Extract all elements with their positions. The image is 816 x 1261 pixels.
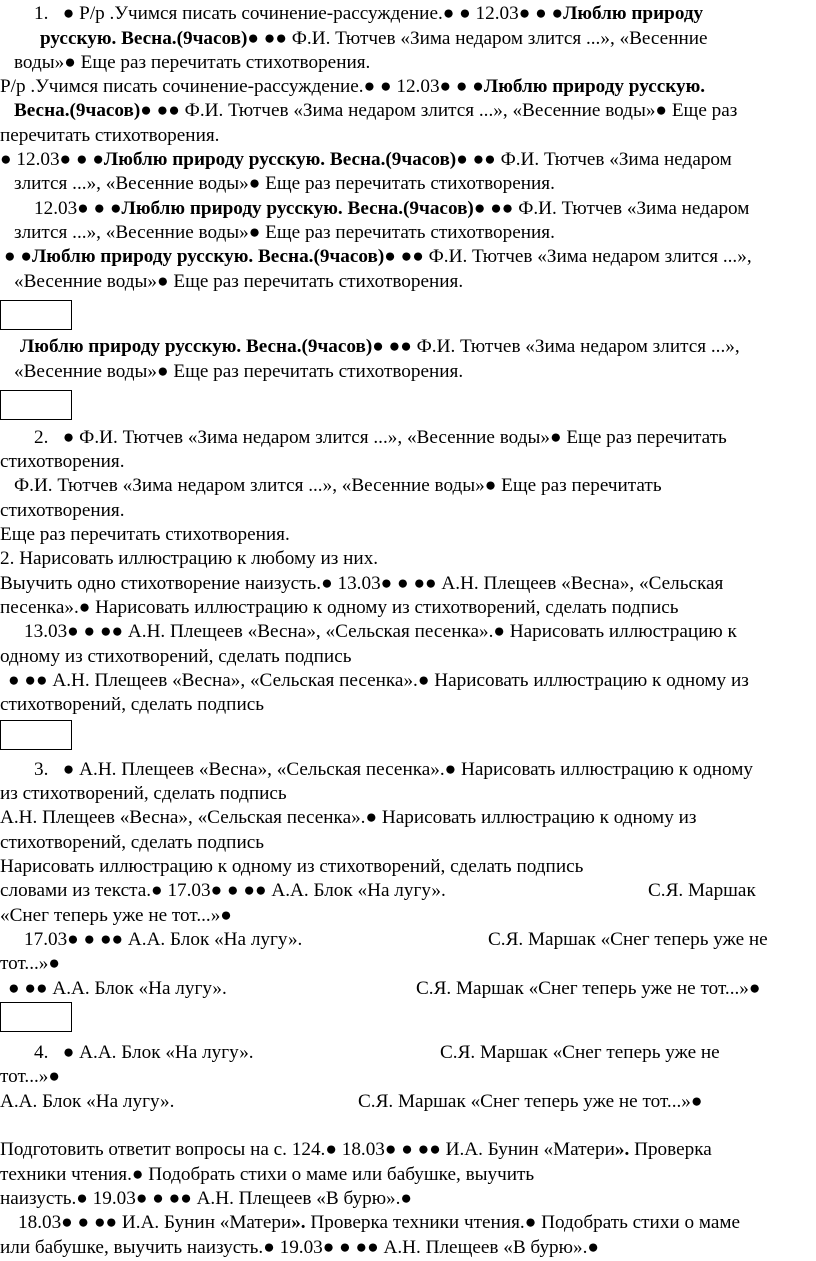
text: ● Р/р .Учимся писать сочинение-рассуждение.● ● 12.03● ● ● xyxy=(62,3,564,24)
line-04 xyxy=(0,75,705,99)
line-29: А.Н. Плещеев «Весна», «Сельская песенка».● Нарисовать иллюстрацию к одному из xyxy=(0,807,697,828)
line-27 xyxy=(34,758,753,782)
line-13 xyxy=(20,335,740,359)
line-40 xyxy=(0,1138,712,1162)
list-number: 4. xyxy=(34,1042,49,1063)
line-22: песенка».● Нарисовать иллюстрацию к одному из стихотворений, сделать подпись xyxy=(0,597,679,618)
text: ● А.Н. Плещеев «Весна», «Сельская песенка».● Нарисовать иллюстрацию к одному xyxy=(62,759,753,780)
text: ● ●● Ф.И. Тютчев «Зима недаром xyxy=(456,149,732,170)
bold-text: Люблю природу русскую. xyxy=(483,76,706,97)
empty-box xyxy=(0,720,72,750)
line-39-right: С.Я. Маршак «Снег теперь уже не тот...»● xyxy=(358,1091,703,1112)
line-21: Выучить одно стихотворение наизусть.● 13.03● ● ●● А.Н. Плещеев «Весна», «Сельская xyxy=(0,573,724,594)
line-36-right: С.Я. Маршак «Снег теперь уже не тот...»● xyxy=(416,978,761,999)
line-31: Нарисовать иллюстрацию к одному из стихотворений, сделать подпись xyxy=(0,856,584,877)
bold-text: Люблю природу русскую. Весна.(9часов) xyxy=(103,149,457,170)
line-18: стихотворения. xyxy=(0,500,125,521)
text: 12.03● ● ● xyxy=(34,198,122,219)
line-39: А.А. Блок «На лугу». xyxy=(0,1091,175,1112)
text: ● 12.03● ● ● xyxy=(0,149,104,170)
text: ● Ф.И. Тютчев «Зима недаром злится ...», «Весенние воды»● Еще раз перечитать xyxy=(62,427,727,448)
text: словами из текста.● 17.03● ● ●● А.А. Блок «На лугу». xyxy=(0,880,446,901)
bold-text: Люблю природу xyxy=(563,3,704,24)
line-37-right: С.Я. Маршак «Снег теперь уже не xyxy=(440,1042,720,1063)
text: ● ●● Ф.И. Тютчев «Зима недаром злится ...», «Весенние xyxy=(247,28,708,49)
line-26: стихотворений, сделать подпись xyxy=(0,694,264,715)
line-24: одному из стихотворений, сделать подпись xyxy=(0,646,352,667)
line-02 xyxy=(40,27,708,51)
text: ● А.А. Блок «На лугу». xyxy=(62,1042,254,1063)
line-10: злится ...», «Весенние воды»● Еще раз перечитать стихотворения. xyxy=(14,222,555,243)
line-12: «Весенние воды»● Еще раз перечитать стихотворения. xyxy=(14,271,464,292)
line-28: из стихотворений, сделать подпись xyxy=(0,783,287,804)
bold-text: Люблю природу русскую. Весна.(9часов) xyxy=(121,198,474,219)
line-17: Ф.И. Тютчев «Зима недаром злится ...», «Весенние воды»● Еще раз перечитать xyxy=(14,475,662,496)
bold-text: русскую. Весна.(9часов) xyxy=(40,28,248,49)
line-23: 13.03● ● ●● А.Н. Плещеев «Весна», «Сельская песенка».● Нарисовать иллюстрацию к xyxy=(24,621,737,642)
bold-text: ». xyxy=(291,1212,306,1233)
empty-box xyxy=(0,390,72,420)
line-43 xyxy=(18,1211,740,1235)
text: ● ●● Ф.И. Тютчев «Зима недаром злится ...», xyxy=(384,246,752,267)
line-07 xyxy=(0,148,732,172)
line-03: воды»● Еще раз перечитать стихотворения. xyxy=(14,52,371,73)
line-06: перечитать стихотворения. xyxy=(0,125,220,146)
line-41: техники чтения.● Подобрать стихи о маме или бабушке, выучить xyxy=(0,1164,535,1185)
line-15 xyxy=(34,426,727,450)
line-25: ● ●● А.Н. Плещеев «Весна», «Сельская песенка».● Нарисовать иллюстрацию к одному из xyxy=(8,670,749,691)
line-36: ● ●● А.А. Блок «На лугу». xyxy=(8,978,227,999)
bold-text: ». xyxy=(614,1139,630,1160)
line-33: «Снег теперь уже не тот...»● xyxy=(0,905,232,926)
empty-box xyxy=(0,300,72,330)
text: ● ●● Ф.И. Тютчев «Зима недаром xyxy=(473,198,750,219)
line-37 xyxy=(34,1041,254,1065)
line-35: тот...»● xyxy=(0,953,60,974)
text: ● ●● Ф.И. Тютчев «Зима недаром злится ...», xyxy=(372,336,740,357)
line-19: Еще раз перечитать стихотворения. xyxy=(0,524,290,545)
line-14: «Весенние воды»● Еще раз перечитать стихотворения. xyxy=(14,361,464,382)
line-34-right: С.Я. Маршак «Снег теперь уже не xyxy=(488,929,768,950)
list-number: 3. xyxy=(34,759,49,780)
line-44: или бабушке, выучить наизусть.● 19.03● ● ●● А.Н. Плещеев «В бурю».● xyxy=(0,1237,599,1258)
list-number: 1. xyxy=(34,3,49,24)
text: Р/р .Учимся писать сочинение-рассуждение.● ● 12.03● ● ● xyxy=(0,76,484,97)
text: Подготовить ответит вопросы на с. 124.● 18.03● ● ●● И.А. Бунин «Матери xyxy=(0,1139,615,1160)
text: 18.03● ● ●● И.А. Бунин «Матери xyxy=(18,1212,292,1233)
line-38: тот...»● xyxy=(0,1066,60,1087)
line-34: 17.03● ● ●● А.А. Блок «На лугу». xyxy=(24,929,303,950)
bold-text: Люблю природу русскую. Весна.(9часов) xyxy=(20,336,373,357)
bold-text: Люблю природу русскую. Весна.(9часов) xyxy=(31,246,385,267)
line-08: злится ...», «Весенние воды»● Еще раз перечитать стихотворения. xyxy=(14,173,555,194)
line-16: стихотворения. xyxy=(0,451,125,472)
bold-text: Весна.(9часов) xyxy=(14,100,141,121)
line-20: 2. Нарисовать иллюстрацию к любому из них. xyxy=(0,548,379,569)
line-05 xyxy=(14,99,737,123)
line-30: стихотворений, сделать подпись xyxy=(0,832,264,853)
line-42: наизусть.● 19.03● ● ●● А.Н. Плещеев «В бурю».● xyxy=(0,1188,413,1209)
empty-box xyxy=(0,1002,72,1032)
list-number: 2. xyxy=(34,427,49,448)
line-32-right: С.Я. Маршак xyxy=(648,880,756,901)
line-11 xyxy=(4,245,752,269)
line-09 xyxy=(34,197,749,221)
text: ● ● xyxy=(4,246,32,267)
text: Проверка xyxy=(629,1139,712,1160)
text: ● ●● Ф.И. Тютчев «Зима недаром злится ...», «Весенние воды»● Еще раз xyxy=(140,100,738,121)
text: Проверка техники чтения.● Подобрать стихи о маме xyxy=(305,1212,741,1233)
line-32 xyxy=(0,879,446,903)
line-01 xyxy=(34,2,703,26)
